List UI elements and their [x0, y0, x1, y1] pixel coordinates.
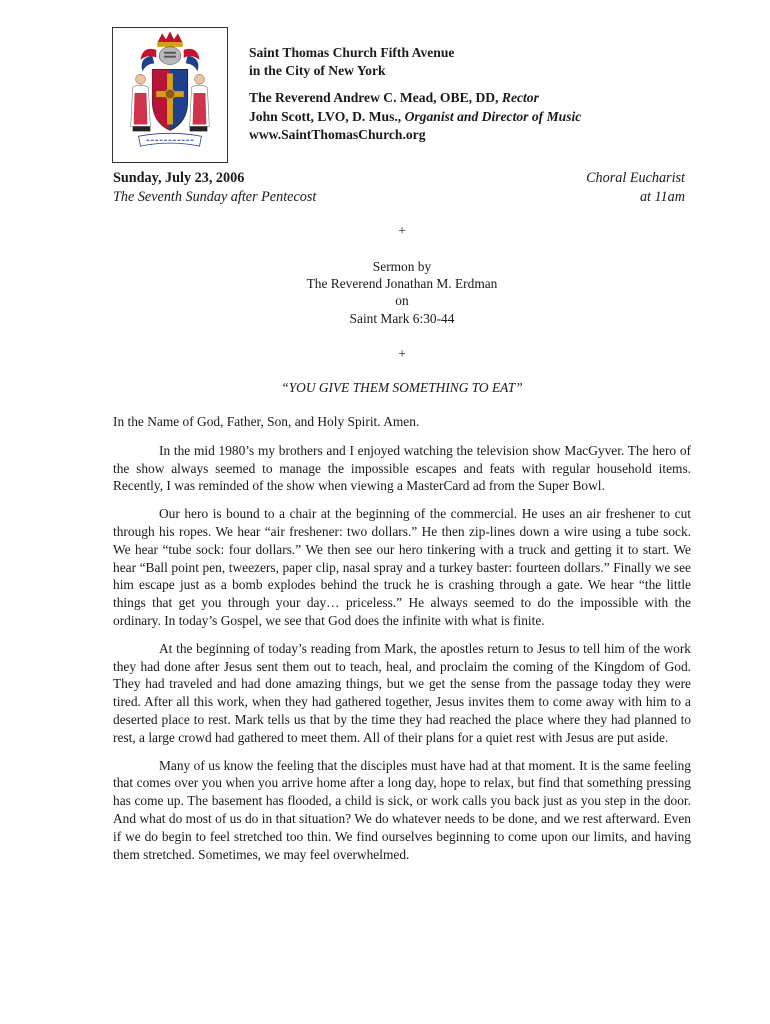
body-paragraph: Many of us know the feeling that the disciples must have had at that moment. It is the same feeling that comes over you when you arrive home after a long day, hope to relax, but find that something pressing has come up. The basement has flooded, a child is sick, or work calls you back just as you step in the door. And what do most of us do in that situation? We do whatever needs to be done, and we rest afterward. Even if we do begin to feel stretched too thin. We find ourselves beginning to come upon our limits, and having them stretched. Sometimes, we may feel overwhelmed. [113, 757, 691, 862]
body-paragraph: Our hero is bound to a chair at the beginning of the commercial. He uses an air freshener to cut through his ropes. We hear “air freshener: two dollars.” He then zip-lines down a wire using a tube sock. We hear “tube sock: four dollars.” We then see our hero tinkering with a truck and getting it to start. We hear “Ball point pen, tweezers, paper clip, nasal spray and a turkey baster: fourteen dollars.” Finally we see him escape just as a bomb explodes behind the truck he is crashing through a gate. We hear “the little things that get you through your day… priceless.” He always seemed to do the impossible with the ordinary. In today’s Gospel, we see that God does the infinite with what is finite. [113, 506, 691, 628]
coat-of-arms-icon [113, 28, 227, 162]
body-paragraph: At the beginning of today’s reading from Mark, the apostles return to Jesus to tell him of the work they had done after Jesus sent them out to teach, heal, and proclaim the coming of the Kingdom of God. They had traveled and had done amazing things, but we get the sense from the passage today they were tired. After all this work, when they had gathered together, Jesus invites them to come away with him to a deserted place to rest. Mark tells us that by the time they had reached the place where they had planned to rest, a large crowd had gathered to meet them. All of their plans for a quiet rest with Jesus are put aside. [113, 640, 691, 745]
church-name: Saint Thomas Church Fifth Avenue [249, 45, 455, 60]
sermon-body [113, 413, 691, 873]
website-link[interactable]: www.SaintThomasChurch.org [249, 126, 426, 142]
liturgical-sunday: The Seventh Sunday after Pentecost [113, 188, 317, 205]
church-coat-of-arms-logo [112, 27, 228, 163]
sermon-title: “YOU GIVE THEM SOMETHING TO EAT” [281, 380, 523, 395]
organist-title: Organist and Director of Music [404, 108, 582, 124]
church-header [249, 44, 669, 144]
sermon-label: Sermon by [372, 259, 432, 274]
service-time: at 11am [639, 188, 685, 205]
service-date-block [113, 169, 316, 206]
service-date: Sunday, July 23, 2006 [113, 170, 245, 186]
body-paragraph: In the mid 1980’s my brothers and I enjoyed watching the television show MacGyver. The hero of the show always seemed to manage the impossible escapes and feats with regular household items. Recently, I was reminded of the show when viewing a MasterCard ad from the Super Bowl. [113, 442, 691, 494]
organist-name: John Scott, LVO, D. Mus., [249, 108, 405, 124]
rector-line [249, 89, 669, 107]
cross-divider-top: + [398, 223, 406, 238]
rector-title: Rector [501, 90, 539, 106]
church-city: in the City of New York [249, 63, 386, 79]
on-label: on [395, 293, 409, 308]
cross-divider-bottom: + [398, 346, 406, 361]
rector-name: The Reverend Andrew C. Mead, OBE, DD, [249, 90, 502, 106]
service-type-block [586, 169, 685, 206]
opening-invocation: In the Name of God, Father, Son, and Holy Spirit. Amen. [113, 414, 420, 429]
scripture-reference: Saint Mark 6:30-44 [349, 311, 455, 326]
preacher-name: The Reverend Jonathan M. Erdman [306, 276, 498, 291]
service-type: Choral Eucharist [586, 170, 685, 186]
organist-line [249, 108, 669, 126]
